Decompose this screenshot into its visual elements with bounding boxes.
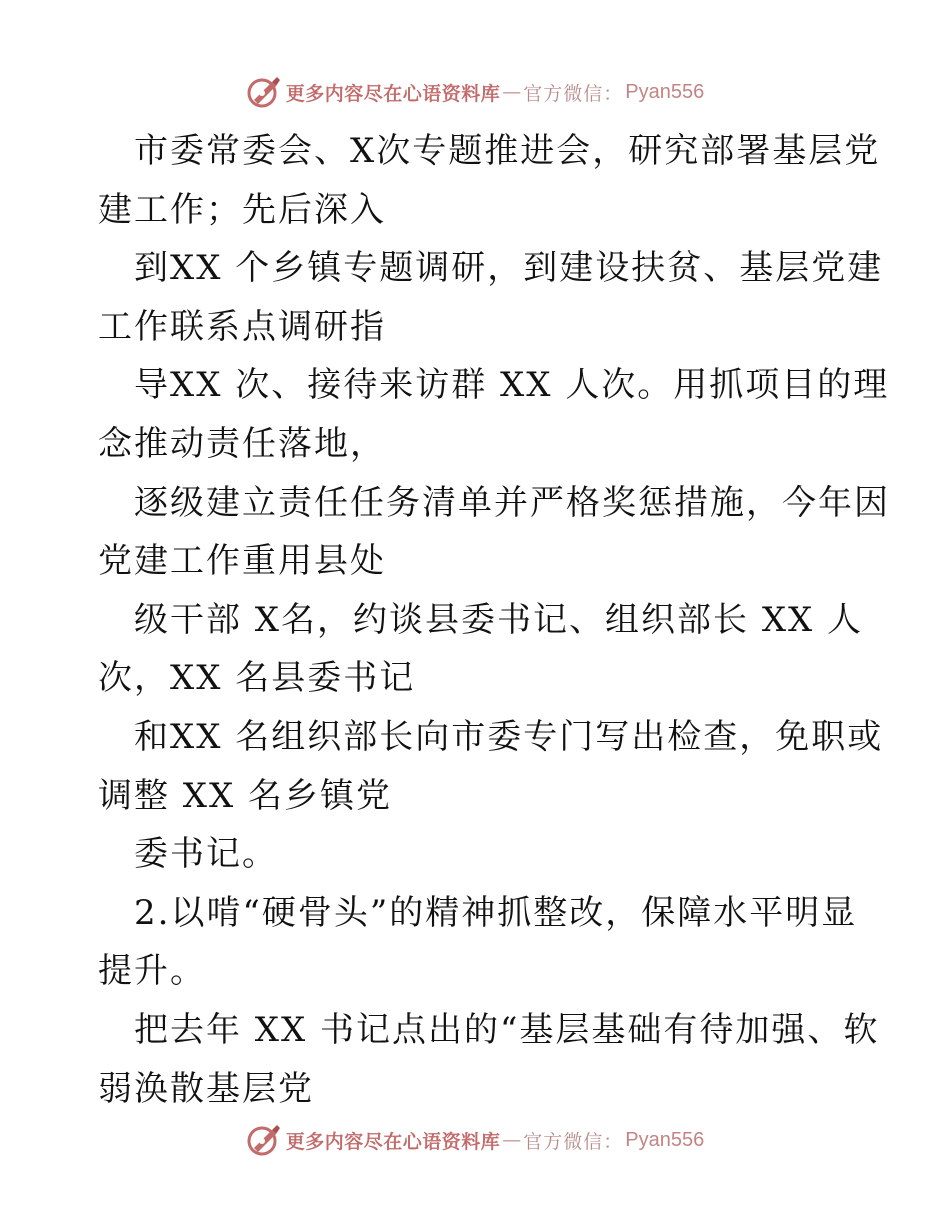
text-line: 逐级建立责任任务清单并严格奖惩措施，今年因 <box>134 482 890 523</box>
watermark-wechat-id: Pyan556 <box>625 80 705 103</box>
text-line: 级干部 X名，约谈县委书记、组织部长 XX 人 <box>134 599 864 640</box>
watermark-wechat-id: Pyan556 <box>625 1128 705 1151</box>
text-line: 念推动责任落地， <box>98 423 386 464</box>
text-line: 和XX 名组织部长向市委专门写出检查，免职或 <box>134 716 884 757</box>
text-line: 工作联系点调研指 <box>98 306 386 347</box>
text-line: 市委常委会、X次专题推进会，研究部署基层党 <box>134 131 881 171</box>
text-line: 导XX 次、接待来访群 XX 人次。用抓项目的理 <box>134 365 890 406</box>
text-line: 2.以啃“硬骨头”的精神抓整改，保障水平明显 <box>134 892 858 933</box>
watermark-dash: — <box>502 1129 522 1151</box>
text-line: 次，XX 名县委书记 <box>98 658 416 699</box>
watermark-dash: — <box>502 81 522 103</box>
watermark-subtitle: 官方微信： <box>523 1130 624 1153</box>
watermark-title: 更多内容尽在心语资料库 <box>285 1130 501 1153</box>
pen-circle-logo-icon <box>246 1122 282 1158</box>
watermark-subtitle: 官方微信： <box>523 82 624 105</box>
footer-watermark <box>0 1120 950 1160</box>
pen-circle-logo-icon <box>246 74 282 110</box>
text-line: 建工作；先后深入 <box>98 189 386 230</box>
text-line: 调整 XX 名乡镇党 <box>98 775 393 816</box>
text-line: 党建工作重用县处 <box>98 541 386 582</box>
text-line: 委书记。 <box>134 834 278 875</box>
watermark-title: 更多内容尽在心语资料库 <box>285 82 501 105</box>
text-line: 到XX 个乡镇专题调研，到建设扶贫、基层党建 <box>134 248 884 289</box>
text-line: 提升。 <box>98 951 206 992</box>
text-line: 弱涣散基层党 <box>98 1068 314 1109</box>
header-watermark <box>0 72 950 112</box>
text-line: 把去年 XX 书记点出的“基层基础有待加强、软 <box>134 1009 880 1050</box>
document-body <box>98 122 890 1118</box>
